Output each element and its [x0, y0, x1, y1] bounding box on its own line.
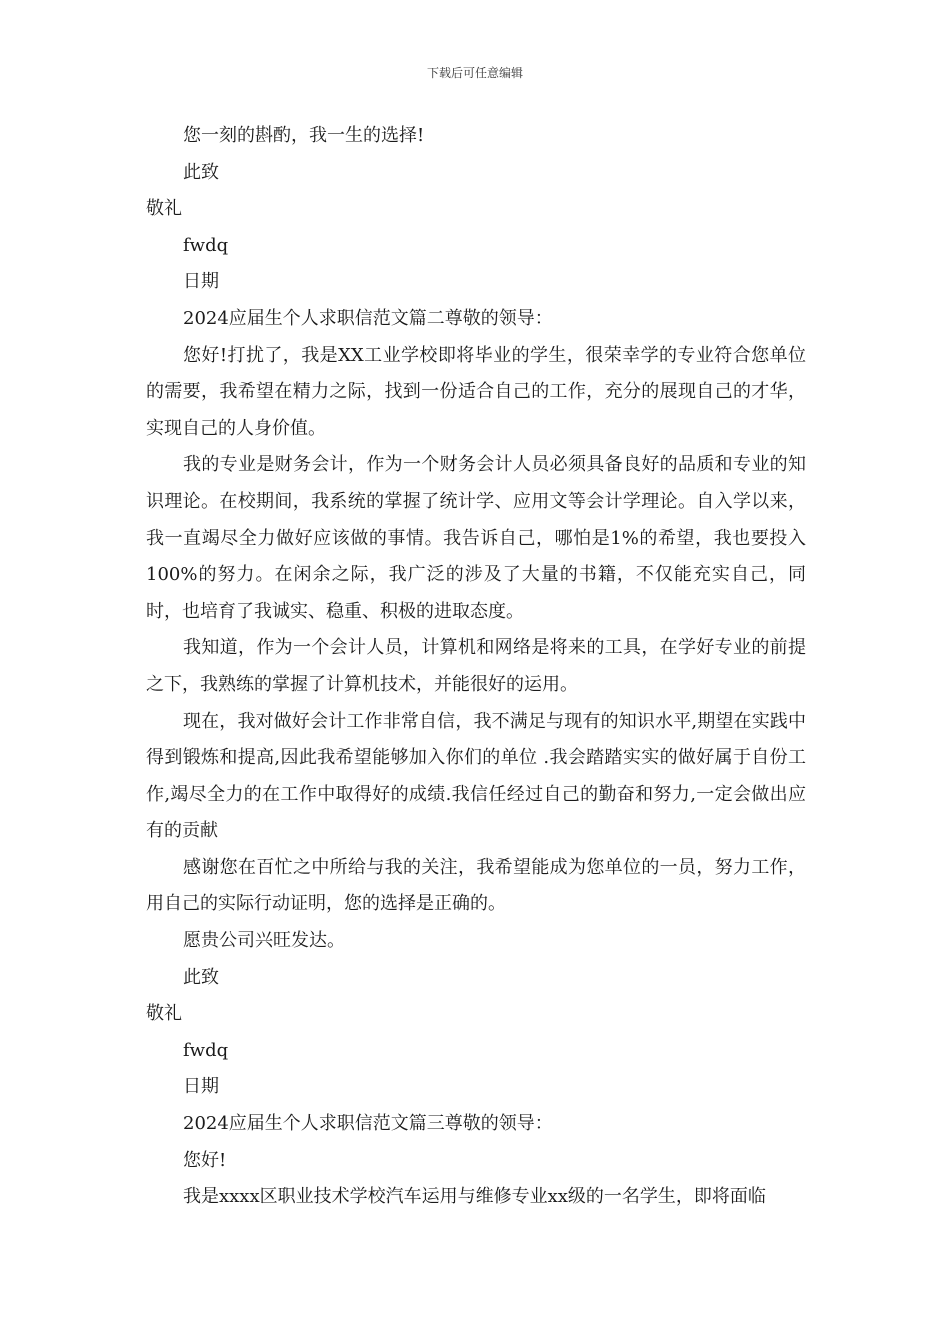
salutation-cizhi: 此致	[183, 966, 219, 988]
paragraph: 感谢您在百忙之中所给与我的关注，我希望能成为您单位的一员，努力工作，用自己的实际行动证明，您的选择是正确的。	[146, 856, 806, 915]
letter-heading: 2024应届生个人求职信范文篇三尊敬的领导：	[183, 1113, 553, 1135]
paragraph: 我是xxxx区职业技术学校汽车运用与维修专业xx级的一名学生，即将面临	[183, 1186, 766, 1208]
date-line: 日期	[183, 1076, 219, 1098]
letter-body	[146, 118, 806, 1216]
signature: fwdq	[183, 1039, 229, 1061]
letter-heading: 2024应届生个人求职信范文篇二尊敬的领导：	[183, 307, 553, 329]
signature: fwdq	[183, 234, 229, 256]
paragraph: 现在，我对做好会计工作非常自信，我不满足与现有的知识水平,期望在实践中得到锻炼和提高,因此我希望能够加入你们的单位 .我会踏踏实实的做好属于自份工作,竭尽全力的在工作中取得好的成绩.我信任经过自己的勤奋和努力,一定会做出应有的贡献	[146, 710, 806, 842]
salutation-cizhi: 此致	[183, 161, 219, 183]
closing-line: 愿贵公司兴旺发达。	[183, 930, 345, 952]
paragraph: 您好!打扰了，我是XX工业学校即将毕业的学生，很荣幸学的专业符合您单位的需要，我希望在精力之际，找到一份适合自己的工作，充分的展现自己的才华，实现自己的人身价值。	[146, 344, 806, 439]
paragraph: 我知道，作为一个会计人员，计算机和网络是将来的工具，在学好专业的前提之下，我熟练的掌握了计算机技术，并能很好的运用。	[146, 637, 806, 695]
greeting: 您好!	[183, 1149, 227, 1171]
salutation-jingli: 敬礼	[146, 198, 182, 220]
page-header: 下载后可任意编辑	[426, 66, 523, 80]
date-line: 日期	[183, 271, 219, 293]
paragraph: 我的专业是财务会计，作为一个财务会计人员必须具备良好的品质和专业的知识理论。在校期间，我系统的掌握了统计学、应用文等会计学理论。自入学以来，我一直竭尽全力做好应该做的事情。我告诉自己，哪怕是1%的希望，我也要投入100%的努力。在闲余之际，我广泛的涉及了大量的书籍，不仅能充实自己，同时，也培育了我诚实、稳重、积极的进取态度。	[146, 454, 806, 622]
salutation-jingli: 敬礼	[146, 1003, 182, 1025]
closing-line: 您一刻的斟酌，我一生的选择!	[183, 125, 425, 146]
